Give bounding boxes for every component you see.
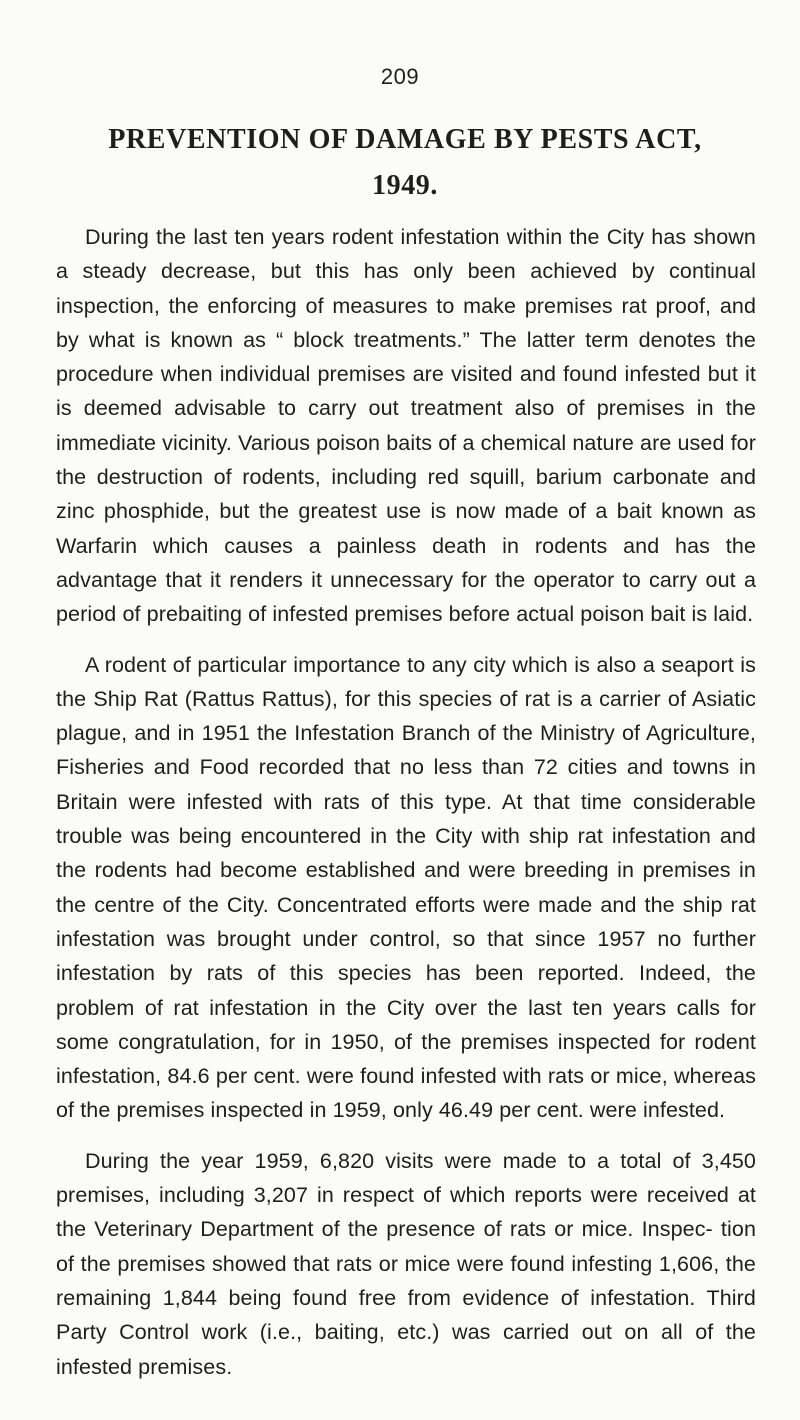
- title-line-1: PREVENTION OF DAMAGE BY PESTS ACT,: [108, 124, 702, 155]
- paragraph-visits-1959: During the year 1959, 6,820 visits were made to a total of 3,450 premises, including 3,207 in respect of which reports were received at the Veterinary Department of the presence of rats or mice. Inspec- tion of the premises showed that rats or mice were found infesting 1,606, the remaining 1,844 being found free from evidence of infestation. Third Party Control work (i.e., baiting, etc.) was carried out on all of the infested premises.: [56, 1148, 756, 1379]
- paragraph-rodent-infestation: During the last ten years rodent infestation within the City has shown a steady decrease, but this has only been achieved by continual inspection, the enforcing of measures to make premises rat proof, and by what is known as “ block treatments.” The latter term denotes the procedure when individual premises are visited and found infested but it is deemed advisable to carry out treatment also of premises in the immediate vicinity. Various poison baits of a chemical nature are used for the destruction of rodents, including red squill, barium carbonate and zinc phosphide, but the greatest use is now made of a bait known as Warfarin which causes a painless death in rodents and has the advantage that it renders it unnecessary for the operator to carry out a period of prebaiting of infested premises before actual poison bait is laid.: [56, 225, 756, 627]
- title-line-2: 1949.: [372, 170, 438, 201]
- paragraph-ship-rat: A rodent of particular importance to any city which is also a seaport is the Ship Rat (Rattus Rattus), for this species of rat is a carrier of Asiatic plague, and in 1951 the Infestation Branch of the Ministry of Agriculture, Fisheries and Food recorded that no less than 72 cities and towns in Britain were infested with rats of this type. At that time considerable trouble was being encountered in the City with ship rat infestation and the rodents had become established and were breeding in premises in the centre of the City. Concentrated efforts were made and the ship rat infestation was brought under control, so that since 1957 no further infestation by rats of this species has been reported. Indeed, the problem of rat infestation in the City over the last ten years calls for some congratulation, for in 1950, of the premises inspected for rodent infestation, 84.6 per cent. were found infested with rats or mice, whereas of the premises inspected in 1959, only 46.49 per cent. were infested.: [56, 652, 756, 1123]
- body-text: [56, 220, 756, 1400]
- page-number: 209: [380, 64, 420, 89]
- page-title: [40, 117, 770, 209]
